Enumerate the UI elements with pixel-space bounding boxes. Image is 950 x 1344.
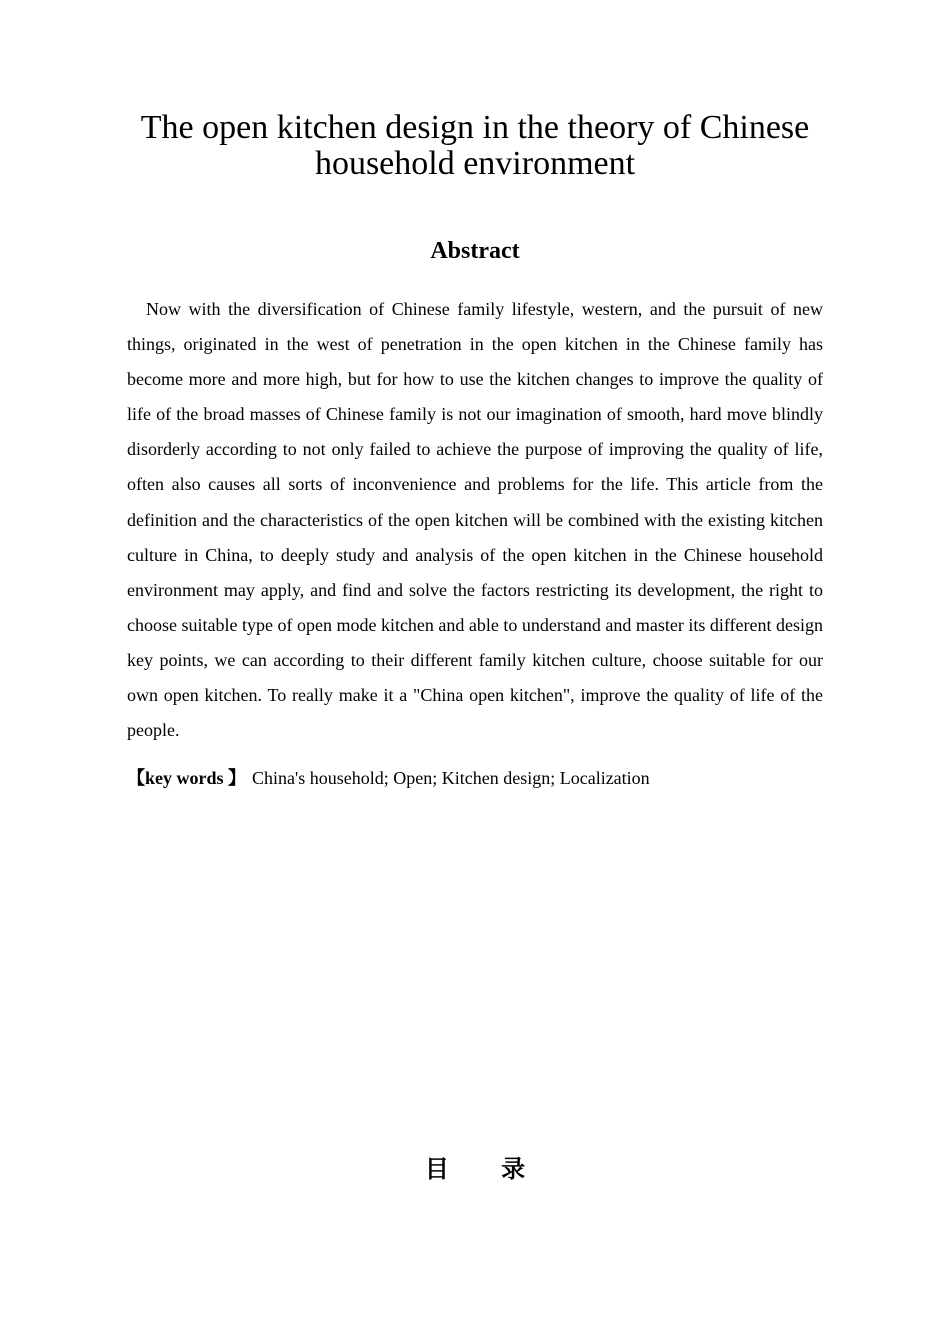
abstract-body: Now with the diversification of Chinese family lifestyle, western, and the pursuit of new things, originated in the west of penetration in the open kitchen in the Chinese family has become more and more high, but for how to use the kitchen changes to improve the quality of life of the broad masses of Chinese family is not our imagination of smooth, hard move blindly disorderly according to not only failed to achieve the purpose of improving the quality of life, often also causes all sorts of inconvenience and problems for the life. This article from the definition and the characteristics of the open kitchen will be combined with the existing kitchen culture in China, to deeply study and analysis of the open kitchen in the Chinese household environment may apply, and find and solve the factors restricting its development, the right to choose suitable type of open mode kitchen and able to understand and master its different design key points, we can according to their different family kitchen culture, choose suitable for our own open kitchen. To really make it a "China open kitchen", improve the quality of life of the people. bbox=[127, 299, 823, 741]
keywords-line bbox=[127, 765, 823, 791]
toc-heading: 目 录 bbox=[424, 1155, 526, 1183]
keywords-label: 【key words 】 bbox=[127, 768, 247, 788]
document-title: The open kitchen design in the theory of Chinese household environment bbox=[140, 109, 810, 182]
keywords-values: China's household; Open; Kitchen design; Localization bbox=[252, 768, 650, 788]
abstract-heading: Abstract bbox=[430, 238, 520, 264]
